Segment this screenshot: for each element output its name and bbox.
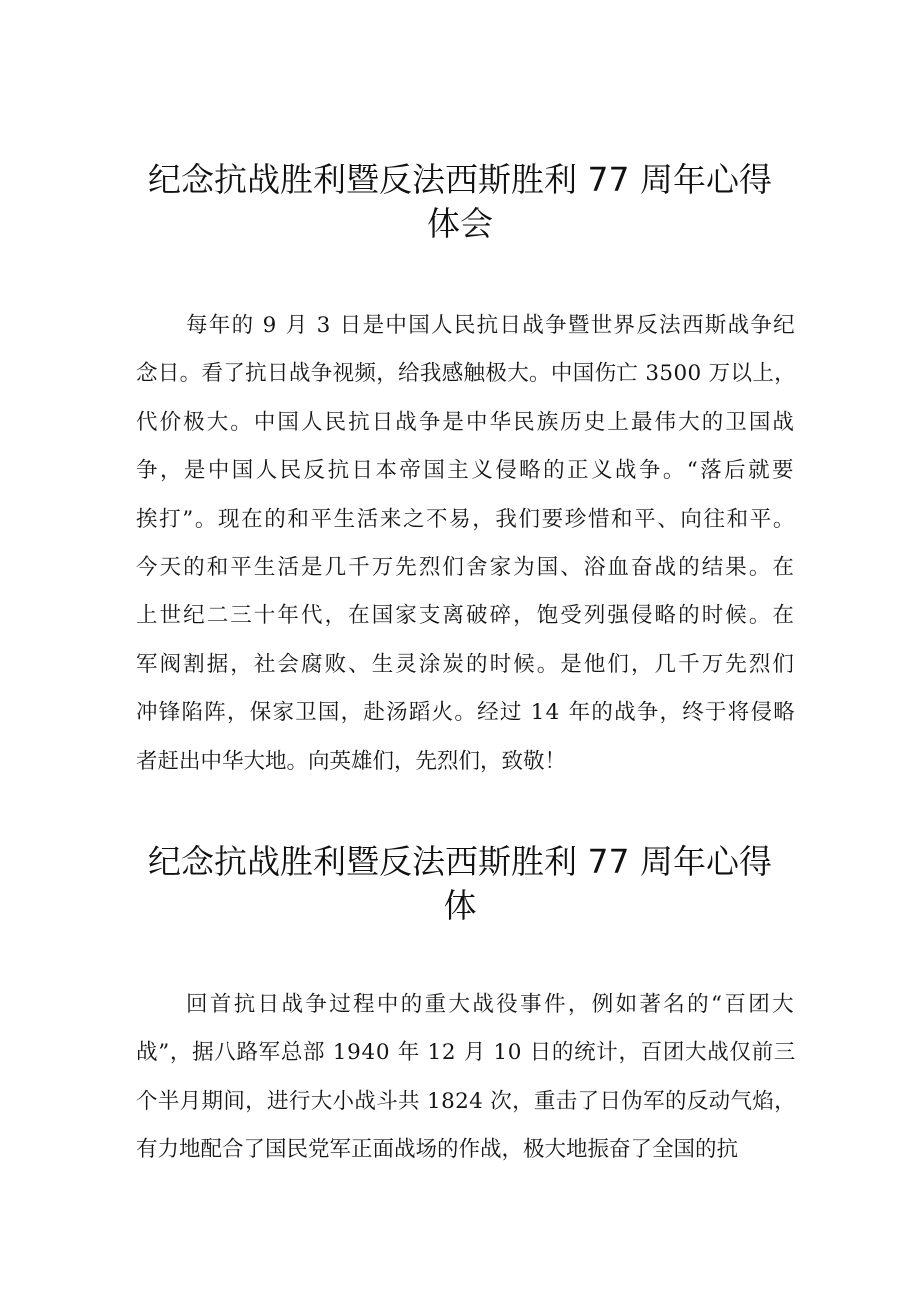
- section-1-paragraph: [136, 302, 796, 786]
- section-2-title: [0, 840, 920, 928]
- paragraph-line: 念日。看了抗日战争视频，给我感触极大。中国伤亡 3500 万以上，: [136, 361, 796, 387]
- paragraph-line: 上世纪二三十年代，在国家支离破碎，饱受列强侵略的时候。在: [136, 603, 796, 629]
- paragraph-line: 个半月期间，进行大小战斗共 1824 次，重击了日伪军的反动气焰，: [136, 1088, 796, 1114]
- section-1-title-line-1: 纪念抗战胜利暨反法西斯胜利 77 周年心得: [148, 160, 772, 199]
- section-2-paragraph: [136, 981, 796, 1175]
- paragraph-line: 有力地配合了国民党军正面战场的作战，极大地振奋了全国的抗: [136, 1137, 739, 1163]
- paragraph-line: 代价极大。中国人民抗日战争是中华民族历史上最伟大的卫国战: [136, 409, 796, 435]
- paragraph-line: 战”，据八路军总部 1940 年 12 月 10 日的统计，百团大战仅前三: [136, 1040, 796, 1066]
- paragraph-line: 每年的 9 月 3 日是中国人民抗日战争暨世界反法西斯战争纪: [186, 313, 796, 338]
- section-2-title-line-1: 纪念抗战胜利暨反法西斯胜利 77 周年心得: [148, 842, 772, 881]
- section-1-title: [0, 158, 920, 246]
- paragraph-line: 军阀割据，社会腐败、生灵涂炭的时候。是他们，几千万先烈们: [136, 651, 796, 677]
- paragraph-line: 今天的和平生活是几千万先烈们舍家为国、浴血奋战的结果。在: [136, 555, 796, 581]
- paragraph-line: 回首抗日战争过程中的重大战役事件，例如著名的“百团大: [186, 992, 796, 1017]
- paragraph-line: 冲锋陷阵，保家卫国，赴汤蹈火。经过 14 年的战争，终于将侵略: [136, 700, 796, 726]
- section-2-title-line-2: 体: [443, 886, 477, 925]
- paragraph-line: 挨打”。现在的和平生活来之不易，我们要珍惜和平、向往和平。: [136, 506, 796, 532]
- section-1-title-line-2: 体会: [427, 204, 493, 243]
- paragraph-line: 者赶出中华大地。向英雄们，先烈们，致敬！: [136, 748, 567, 774]
- paragraph-line: 争，是中国人民反抗日本帝国主义侵略的正义战争。“落后就要: [136, 458, 796, 484]
